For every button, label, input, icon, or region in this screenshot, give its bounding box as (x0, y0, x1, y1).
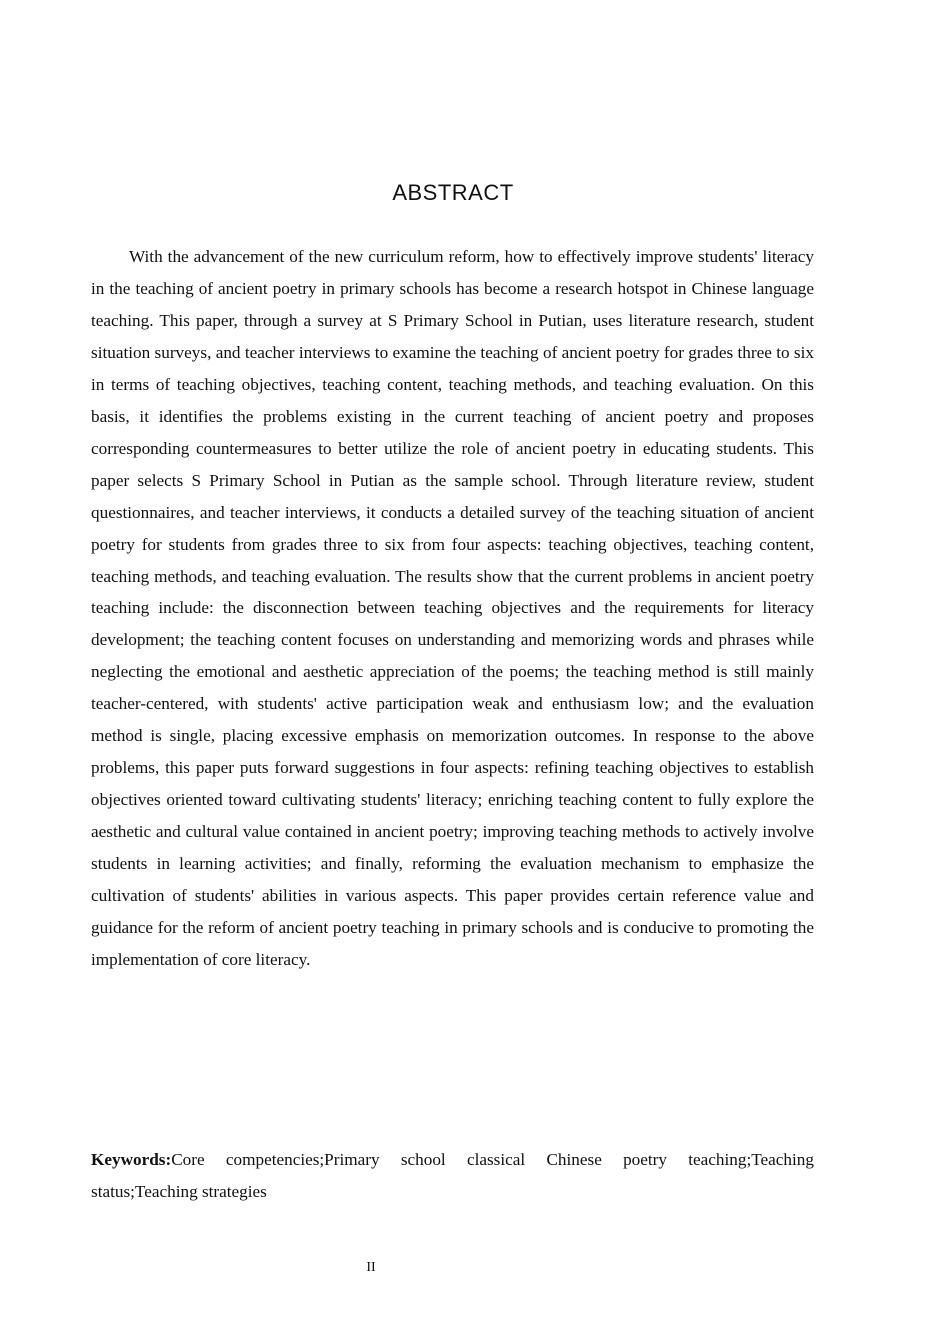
abstract-body: With the advancement of the new curriculum reform, how to effectively improve students' literacy in the teaching of ancient poetry in primary schools has become a research hotspot in Chinese language teaching. This paper, through a survey at S Primary School in Putian, uses literature research, student situation surveys, and teacher interviews to examine the teaching of ancient poetry for grades three to six in terms of teaching objectives, teaching content, teaching methods, and teaching evaluation. On this basis, it identifies the problems existing in the current teaching of ancient poetry and proposes corresponding countermeasures to better utilize the role of ancient poetry in educating students. This paper selects S Primary School in Putian as the sample school. Through literature review, student questionnaires, and teacher interviews, it conducts a detailed survey of the teaching situation of ancient poetry for students from grades three to six from four aspects: teaching objectives, teaching content, teaching methods, and teaching evaluation. The results show that the current problems in ancient poetry teaching include: the disconnection between teaching objectives and the requirements for literacy development; the teaching content focuses on understanding and memorizing words and phrases while neglecting the emotional and aesthetic appreciation of the poems; the teaching method is still mainly teacher-centered, with students' active participation weak and enthusiasm low; and the evaluation method is single, placing excessive emphasis on memorization outcomes. In response to the above problems, this paper puts forward suggestions in four aspects: refining teaching objectives to establish objectives oriented toward cultivating students' literacy; enriching teaching content to fully explore the aesthetic and cultural value contained in ancient poetry; improving teaching methods to actively involve students in learning activities; and finally, reforming the evaluation mechanism to emphasize the cultivation of students' abilities in various aspects. This paper provides certain reference value and guidance for the reform of ancient poetry teaching in primary schools and is conducive to promoting the implementation of core literacy. (91, 247, 814, 969)
keywords-paragraph (91, 1144, 814, 1208)
keywords-text: Core competencies;Primary school classical Chinese poetry teaching;Teaching status;Teaching strategies (91, 1150, 814, 1201)
abstract-title: ABSTRACT (392, 180, 514, 205)
page-number: II (366, 1260, 376, 1275)
keywords-label: Keywords: (91, 1150, 172, 1169)
